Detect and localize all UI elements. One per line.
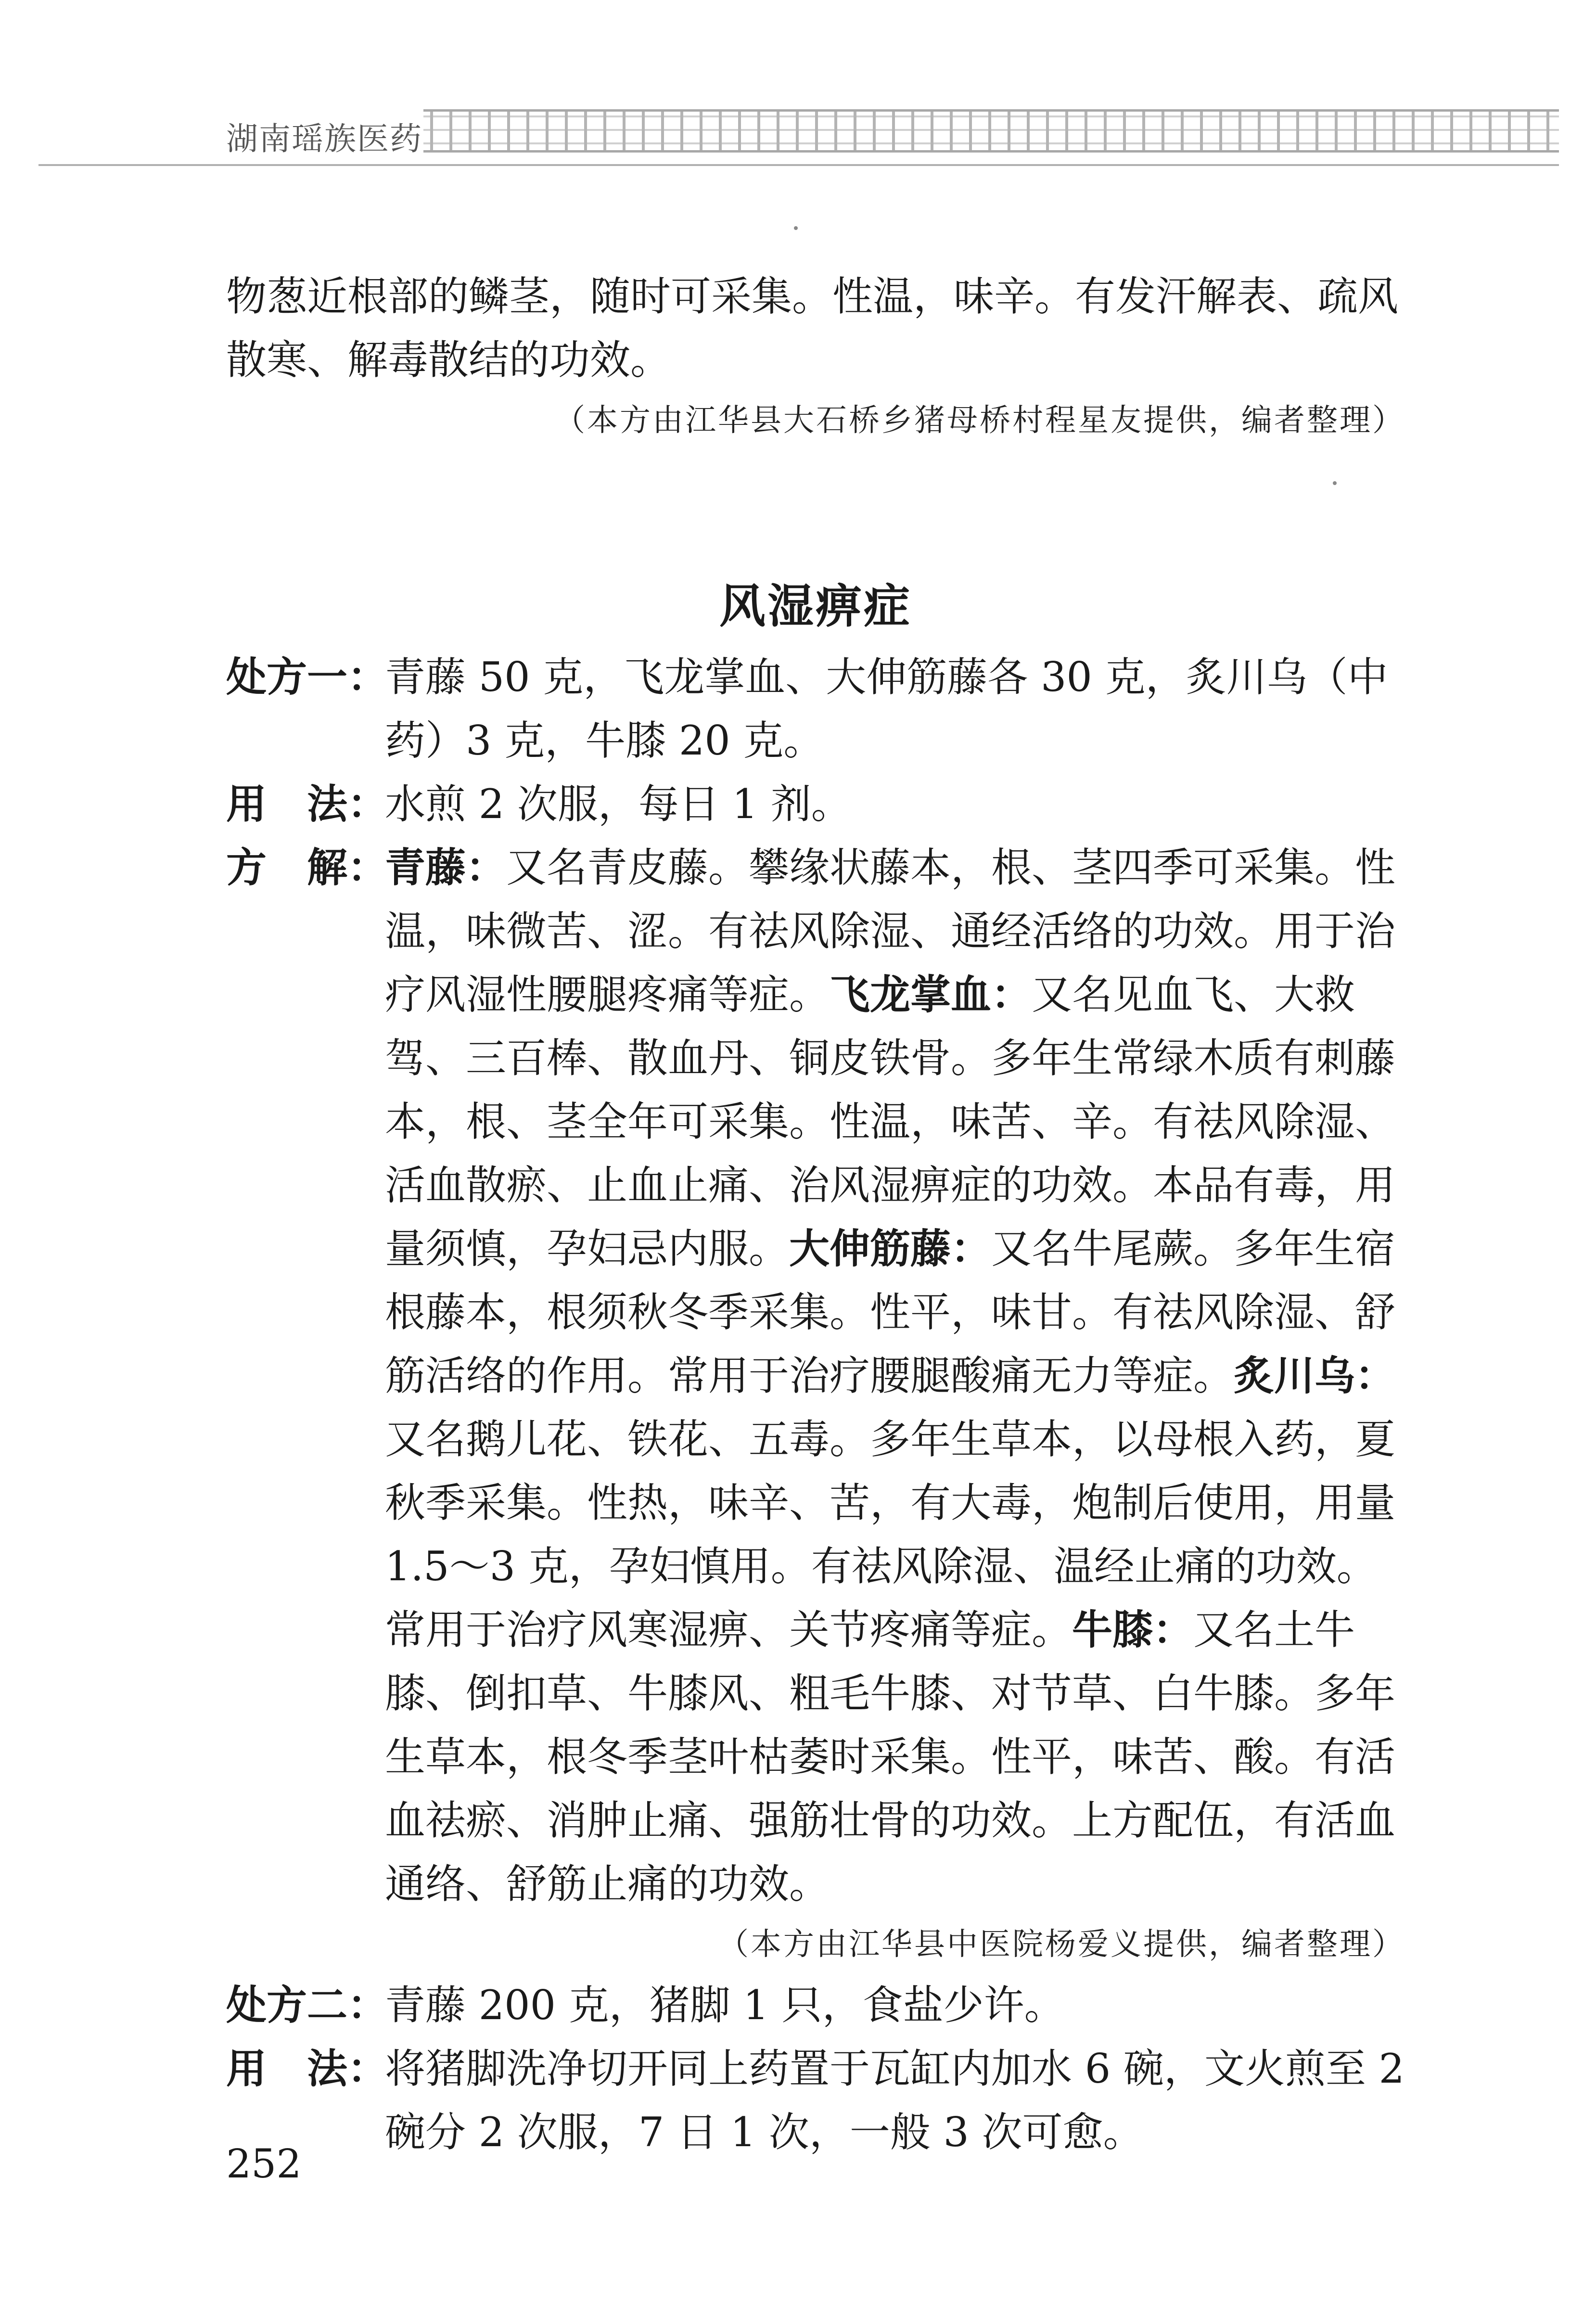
herb-heading-niuxi: 牛膝： <box>1072 1606 1194 1653</box>
herb-text-dashenjinteng: 又名牛尾蕨。多年生宿根藤本，根须秋冬季采集。性平，味甘。有祛风除湿、舒筋活络的作用。常用于治疗腰腿酸痛无力等症。 <box>385 1225 1396 1399</box>
intro-paragraph: 物葱近根部的鳞茎，随时可采集。性温，味辛。有发汗解表、疏风散寒、解毒散结的功效。 <box>226 273 1399 384</box>
herb-heading-zhichuanwu: 炙川乌： <box>1234 1352 1396 1399</box>
scan-speck <box>1333 481 1337 485</box>
section-title: 风湿痹症 <box>719 579 912 633</box>
header-title: 湖南瑶族医药 <box>226 120 422 157</box>
header-rule <box>38 164 1559 166</box>
usage-1-label: 用 法： <box>226 781 388 828</box>
herb-text-qingteng: 又名青皮藤。攀缘状藤本，根、茎四季可采集。性温，味微苦、涩。有祛风除湿、通经活络的功效。用于治疗风湿性腰腿疼痛等症。 <box>385 844 1396 1018</box>
usage-1 <box>226 772 1405 836</box>
herb-heading-qingteng: 青藤： <box>385 844 507 891</box>
herb-text-niuxi: 又名土牛膝、倒扣草、牛膝风、粗毛牛膝、对节草、白牛膝。多年生草本，根冬季茎叶枯萎时采集。性平，味苦、酸。有活血祛瘀、消肿止痛、强筋壮骨的功效。上方配伍，有活血通络、舒筋止痛的功效。 <box>385 1606 1396 1907</box>
herb-heading-dashenjinteng: 大伸筋藤： <box>789 1225 992 1272</box>
prescription-2-text: 青藤 200 克，猪脚 1 只，食盐少许。 <box>385 1982 1065 2029</box>
prescription-1-source-note: （本方由江华县中医院杨爱义提供，编者整理） <box>718 1927 1405 1962</box>
prescription-2 <box>226 1973 1405 2037</box>
usage-2 <box>226 2037 1405 2164</box>
usage-2-label: 用 法： <box>226 2045 388 2092</box>
herb-text-feilongzhangxue: 又名见血飞、大救驾、三百棒、散血丹、铜皮铁骨。多年生常绿木质有刺藤本，根、茎全年可采集。性温，味苦、辛。有祛风除湿、活血散瘀、止血止痛、治风湿痹症的功效。本品有毒，用量须慎，孕妇忌内服。 <box>385 971 1396 1272</box>
running-header <box>0 99 1596 166</box>
prescription-1-label: 处方一： <box>226 653 388 701</box>
prescription-1-text: 青藤 50 克，飞龙掌血、大伸筋藤各 30 克，炙川乌（中药）3 克，牛膝 20 克。 <box>385 653 1388 764</box>
explanation-text <box>385 836 1405 1916</box>
herb-text-zhichuanwu: 又名鹅儿花、铁花、五毒。多年生草本，以母根入药，夏秋季采集。性热，味辛、苦，有大毒，炮制后使用，用量 1.5～3 克，孕妇慎用。有祛风除湿、温经止痛的功效。常用于治疗风寒湿痹、关节疼痛等症。 <box>385 1416 1396 1653</box>
header-decorative-band <box>423 109 1559 153</box>
usage-2-text: 将猪脚洗净切开同上药置于瓦缸内加水 6 碗，文火煎至 2 碗分 2 次服，7 日 1 次，一般 3 次可愈。 <box>385 2045 1404 2156</box>
explanation <box>226 836 1405 1916</box>
usage-1-text: 水煎 2 次服，每日 1 剂。 <box>385 781 852 828</box>
page-content <box>226 265 1405 2164</box>
prescription-2-label: 处方二： <box>226 1982 388 2029</box>
prescription-1 <box>226 645 1405 772</box>
herb-heading-feilongzhangxue: 飞龙掌血： <box>830 971 1032 1018</box>
scan-speck <box>794 226 798 230</box>
explanation-label: 方 解： <box>226 844 388 891</box>
page-number: 252 <box>226 2141 302 2187</box>
intro-source-note: （本方由江华县大石桥乡猪母桥村程星友提供，编者整理） <box>554 403 1405 438</box>
